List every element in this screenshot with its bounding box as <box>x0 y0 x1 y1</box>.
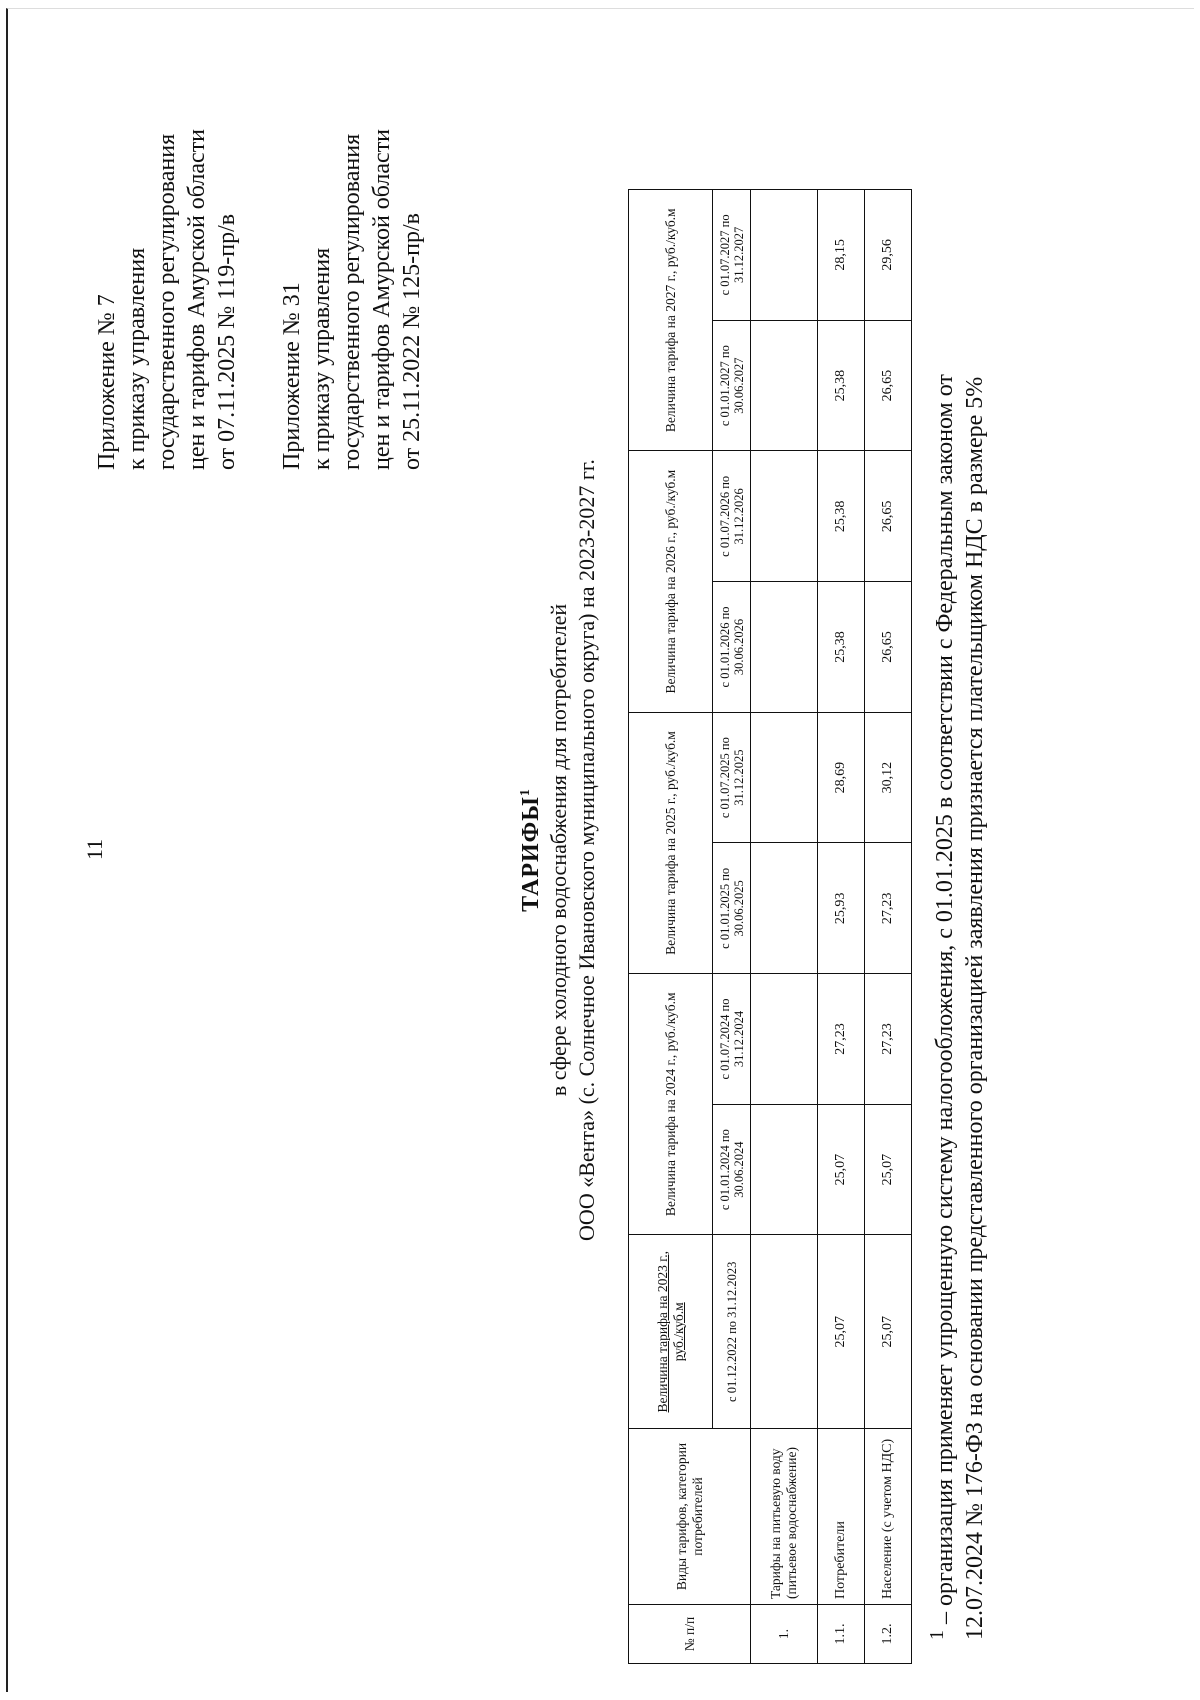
tariff-value: 28,15 <box>818 190 865 321</box>
tariff-value: 25,38 <box>818 451 865 582</box>
header-year-2027: Величина тарифа на 2027 г., руб./куб.м <box>629 190 713 451</box>
tariff-value: 25,38 <box>818 320 865 451</box>
tariff-value: 25,07 <box>865 1104 912 1235</box>
approval-2-line: Приложение № 31 <box>279 282 305 470</box>
tariff-value: 25,07 <box>865 1235 912 1429</box>
tariff-value: 29,56 <box>865 190 912 321</box>
section-number: 1. <box>751 1605 818 1664</box>
period-cell: с 01.01.2025 по 30.06.2025 <box>713 843 751 974</box>
footnote-line-2: 12.07.2024 № 176-ФЗ на основании представленного организацией заявления признается плательщиком НДС в размере 5% <box>962 376 988 1640</box>
approval-2-line: цен и тарифов Амурской области <box>369 128 395 470</box>
tariff-value: 26,65 <box>865 320 912 451</box>
page-number: 11 <box>82 838 107 860</box>
tariff-value: 30,12 <box>865 712 912 843</box>
tariff-value: 26,65 <box>865 451 912 582</box>
period-cell: с 01.01.2024 по 30.06.2024 <box>713 1104 751 1235</box>
period-cell: с 01.01.2027 по 30.06.2027 <box>713 320 751 451</box>
tariff-value: 27,23 <box>818 974 865 1105</box>
title-subtitle: в сфере холодного водоснабжения для потребителей <box>546 603 571 1097</box>
header-year-2023-text: Величина тарифа на 2023 г., руб./куб.м <box>654 1251 686 1413</box>
approval-block-1 <box>92 129 242 470</box>
approval-1-line: цен и тарифов Амурской области <box>184 128 210 470</box>
row-number: 1.1. <box>818 1605 865 1664</box>
tariff-value: 27,23 <box>865 843 912 974</box>
period-cell: с 01.01.2026 по 30.06.2026 <box>713 582 751 713</box>
period-cell: с 01.07.2024 по 31.12.2024 <box>713 974 751 1105</box>
approval-2-line: от 25.11.2022 № 125-пр/в <box>399 212 425 470</box>
header-number: № п/п <box>629 1605 751 1664</box>
approval-block-2 <box>277 129 427 470</box>
table-row <box>865 190 912 1664</box>
period-cell: с 01.07.2026 по 31.12.2026 <box>713 451 751 582</box>
document-title <box>512 160 545 1540</box>
footnote-line-1 <box>922 0 960 1640</box>
header-year-2023 <box>629 1235 713 1429</box>
tariff-table <box>628 189 912 1664</box>
period-cell: с 01.12.2022 по 31.12.2023 <box>713 1235 751 1429</box>
period-cell: с 01.07.2025 по 31.12.2025 <box>713 712 751 843</box>
footnote-mark: 1 <box>926 1630 948 1640</box>
section-label: Тарифы на питьевую воду (питьевое водоснабжение) <box>751 1429 818 1605</box>
approval-1-line: к приказу управления <box>124 247 150 470</box>
approval-1-line: государственного регулирования <box>154 133 180 470</box>
table-row <box>818 190 865 1664</box>
title-footnote-mark: 1 <box>518 788 533 797</box>
footnote <box>922 0 990 1640</box>
tariff-value: 25,07 <box>818 1235 865 1429</box>
tariff-value: 25,07 <box>818 1104 865 1235</box>
row-number: 1.2. <box>865 1605 912 1664</box>
title-text: ТАРИФЫ <box>518 796 544 912</box>
header-year-2024: Величина тарифа на 2024 г., руб./куб.м <box>629 974 713 1235</box>
approval-1-line: от 07.11.2025 № 119-пр/в <box>214 213 240 470</box>
header-year-2025: Величина тарифа на 2025 г., руб./куб.м <box>629 712 713 973</box>
tariff-value: 28,69 <box>818 712 865 843</box>
approval-2-line: к приказу управления <box>309 247 335 470</box>
approval-1-line: Приложение № 7 <box>94 294 120 470</box>
footnote-text-1: – организация применяет упрощенную систему налогообложения, с 01.01.2025 в соответствии с Федеральным законом от <box>932 374 958 1630</box>
tariff-value: 25,38 <box>818 582 865 713</box>
tariff-value: 25,93 <box>818 843 865 974</box>
period-cell: с 01.07.2027 по 31.12.2027 <box>713 190 751 321</box>
header-tariff-type: Виды тарифов, категории потребителей <box>629 1429 751 1605</box>
table-header-row <box>629 190 713 1664</box>
header-year-2026: Величина тарифа на 2026 г., руб./куб.м <box>629 451 713 712</box>
tariff-value: 27,23 <box>865 974 912 1105</box>
tariff-value: 26,65 <box>865 582 912 713</box>
title-block <box>512 160 601 1540</box>
title-organization: ООО «Вента» (с. Солнечное Ивановского муниципального округа) на 2023-2027 гг. <box>574 459 599 1241</box>
row-label: Потребители <box>818 1429 865 1605</box>
approval-2-line: государственного регулирования <box>339 133 365 470</box>
row-label: Население (с учетом НДС) <box>865 1429 912 1605</box>
table-section-row <box>751 190 818 1664</box>
